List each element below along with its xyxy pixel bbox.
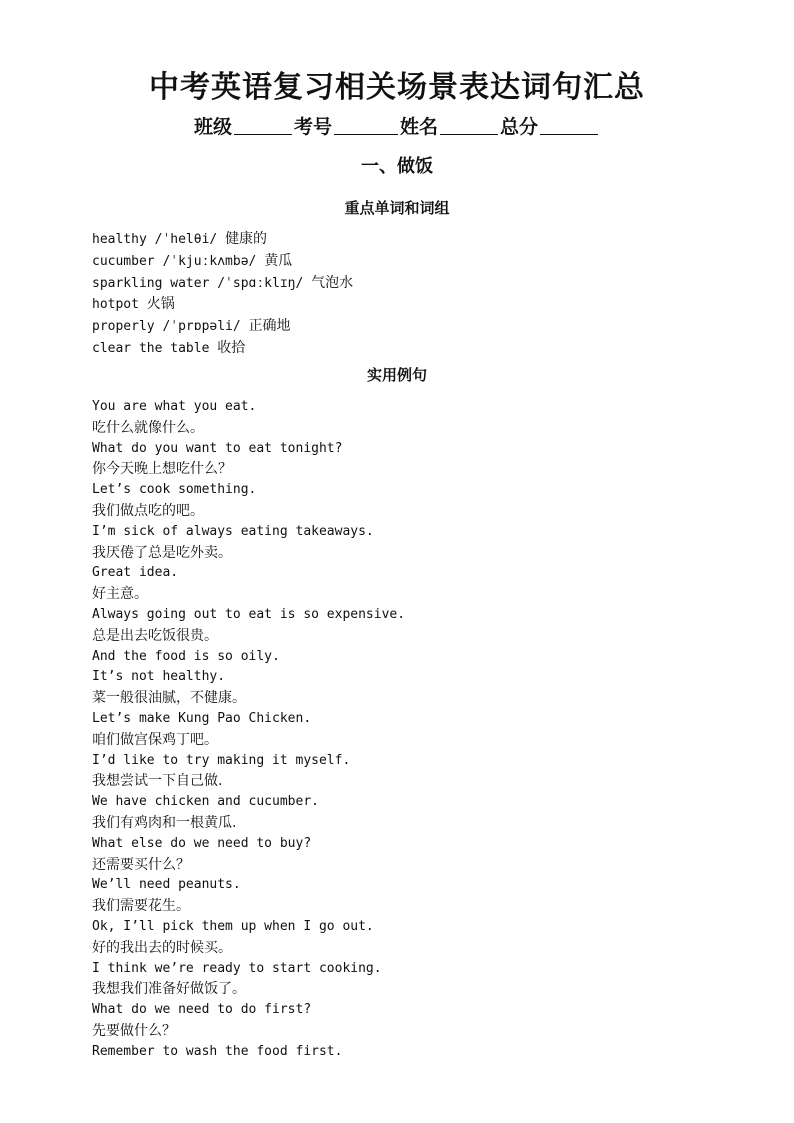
section-title: 一、做饭 bbox=[361, 156, 433, 177]
vocab-list bbox=[92, 229, 353, 360]
sentence-en: I think we’re ready to start cooking. bbox=[92, 960, 382, 976]
vocab-meaning: 火锅 bbox=[146, 296, 175, 313]
sentence-en: Always going out to eat is so expensive. bbox=[92, 606, 406, 622]
sentence-en: Let’s make Kung Pao Chicken. bbox=[92, 710, 312, 726]
sentence-en: What else do we need to buy? bbox=[92, 835, 312, 851]
vocab-word: healthy /ˈhelθi/ bbox=[92, 232, 218, 247]
vocab-item bbox=[92, 294, 353, 316]
name-label: 姓名 bbox=[400, 116, 439, 138]
sentence-en: We have chicken and cucumber. bbox=[92, 794, 319, 810]
vocab-meaning: 气泡水 bbox=[311, 274, 354, 291]
sentence-cn: 先要做什么？ bbox=[92, 1022, 176, 1039]
sentence-cn: 菜一般很油腻，不健康。 bbox=[92, 690, 246, 707]
sentence-en: I’d like to try making it myself. bbox=[92, 752, 351, 768]
exam-number-label: 考号 bbox=[293, 116, 332, 138]
sentence-cn: 你今天晚上想吃什么？ bbox=[92, 461, 232, 478]
vocab-heading: 重点单词和词组 bbox=[344, 199, 450, 217]
sentence-en: You are what you eat. bbox=[92, 399, 257, 414]
class-label: 班级 bbox=[193, 116, 232, 138]
sentence-cn: 好的我出去的时候买。 bbox=[92, 939, 232, 956]
sentence-en: We’ll need peanuts. bbox=[92, 877, 241, 893]
vocab-item bbox=[92, 229, 353, 251]
sentence-list bbox=[92, 397, 405, 1063]
sentence-en: It’s not healthy. bbox=[92, 669, 226, 685]
sentence-cn: 我想我们准备好做饭了。 bbox=[92, 981, 246, 998]
vocab-meaning: 正确地 bbox=[248, 318, 291, 335]
sentence-cn: 我想尝试一下自己做. bbox=[92, 773, 223, 790]
sentence-cn: 我们有鸡肉和一根黄瓜. bbox=[92, 814, 237, 831]
vocab-item bbox=[92, 273, 353, 295]
class-blank[interactable] bbox=[234, 116, 292, 135]
vocab-word: cucumber /ˈkjuːkʌmbə/ bbox=[92, 253, 257, 269]
vocab-meaning: 黄瓜 bbox=[264, 252, 293, 269]
sentence-cn: 还需要买什么？ bbox=[92, 856, 190, 873]
vocab-word: clear the table bbox=[92, 340, 210, 356]
vocab-word: sparkling water /ˈspɑːklɪŋ/ bbox=[92, 275, 304, 291]
student-info-row bbox=[0, 112, 794, 139]
vocab-meaning: 健康的 bbox=[225, 231, 268, 247]
sentence-cn: 咱们做宫保鸡丁吧。 bbox=[92, 731, 218, 748]
sentence-en: Remember to wash the food first. bbox=[92, 1043, 343, 1059]
vocab-word: hotpot bbox=[92, 297, 139, 313]
sentence-en: Great idea. bbox=[92, 565, 179, 581]
score-label: 总分 bbox=[500, 116, 539, 138]
sentence-cn: 吃什么就像什么。 bbox=[92, 419, 204, 436]
score-blank[interactable] bbox=[540, 116, 598, 135]
sentence-en: And the food is so oily. bbox=[92, 648, 280, 664]
sentence-en: Let’s cook something. bbox=[92, 482, 257, 498]
exam-number-blank[interactable] bbox=[334, 116, 398, 135]
sentences-heading: 实用例句 bbox=[366, 366, 427, 384]
sentence-cn: 总是出去吃饭很贵。 bbox=[92, 627, 218, 644]
vocab-item bbox=[92, 251, 353, 273]
page-title: 中考英语复习相关场景表达词句汇总 bbox=[149, 70, 645, 105]
sentence-en: Ok, I’ll pick them up when I go out. bbox=[92, 918, 374, 934]
vocab-item bbox=[92, 338, 353, 360]
sentence-cn: 我厌倦了总是吃外卖。 bbox=[92, 544, 232, 561]
vocab-item bbox=[92, 316, 353, 338]
vocab-meaning: 收拾 bbox=[217, 339, 246, 356]
sentence-en: What do we need to do first? bbox=[92, 1002, 312, 1018]
sentence-cn: 好主意。 bbox=[92, 586, 148, 603]
sentence-en: What do you want to eat tonight? bbox=[92, 440, 343, 456]
name-blank[interactable] bbox=[440, 116, 498, 135]
vocab-word: properly /ˈprɒpəli/ bbox=[92, 319, 241, 335]
sentence-cn: 我们做点吃的吧。 bbox=[92, 502, 204, 519]
sentence-cn: 我们需要花生。 bbox=[92, 898, 190, 915]
sentence-en: I’m sick of always eating takeaways. bbox=[92, 523, 374, 539]
